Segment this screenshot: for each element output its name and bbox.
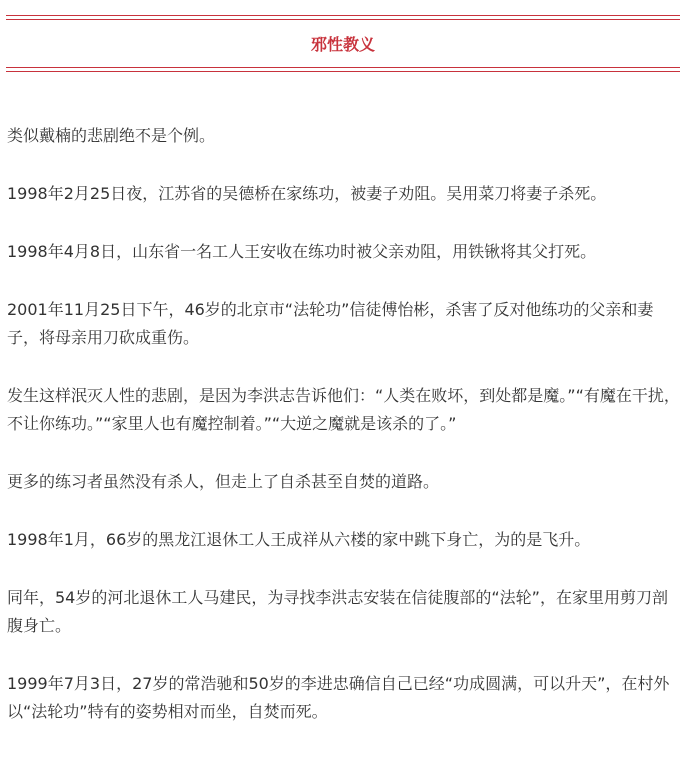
header-top-rule-inner (6, 19, 680, 20)
paragraph: 发生这样泯灭人性的悲剧，是因为李洪志告诉他们：“人类在败坏，到处都是魔。”“有魔在干扰，不让你练功。”“家里人也有魔控制着。”“大逆之魔就是该杀的了。” (7, 386, 680, 433)
header-bottom-rule-inner (6, 67, 680, 68)
paragraph: 同年，54岁的河北退休工人马建民，为寻找李洪志安装在信徒腹部的“法轮”，在家里用剪刀剖腹身亡。 (7, 588, 668, 635)
paragraph: 更多的练习者虽然没有杀人，但走上了自杀甚至自焚的道路。 (7, 472, 440, 491)
paragraph: 1998年1月，66岁的黑龙江退休工人王成祥从六楼的家中跳下身亡，为的是飞升。 (7, 530, 591, 549)
header-bottom-rule (6, 71, 680, 72)
paragraph: 1998年2月25日夜，江苏省的吴德桥在家练功，被妻子劝阻。吴用菜刀将妻子杀死。 (7, 184, 607, 203)
article-body (7, 122, 683, 756)
paragraph: 类似戴楠的悲剧绝不是个例。 (7, 126, 216, 145)
paragraph: 1999年7月3日，27岁的常浩驰和50岁的李进忠确信自己已经“功成圆满，可以升天”，在村外以“法轮功”特有的姿势相对而坐，自焚而死。 (7, 674, 670, 721)
paragraph: 2001年11月25日下午，46岁的北京市“法轮功”信徒傅怡彬，杀害了反对他练功的父亲和妻子，将母亲用刀砍成重伤。 (7, 300, 654, 347)
paragraph: 1998年4月8日，山东省一名工人王安收在练功时被父亲劝阻，用铁锹将其父打死。 (7, 242, 597, 261)
header-top-rule (6, 15, 680, 16)
section-title: 邪性教义 (310, 35, 375, 54)
section-header (6, 15, 680, 75)
